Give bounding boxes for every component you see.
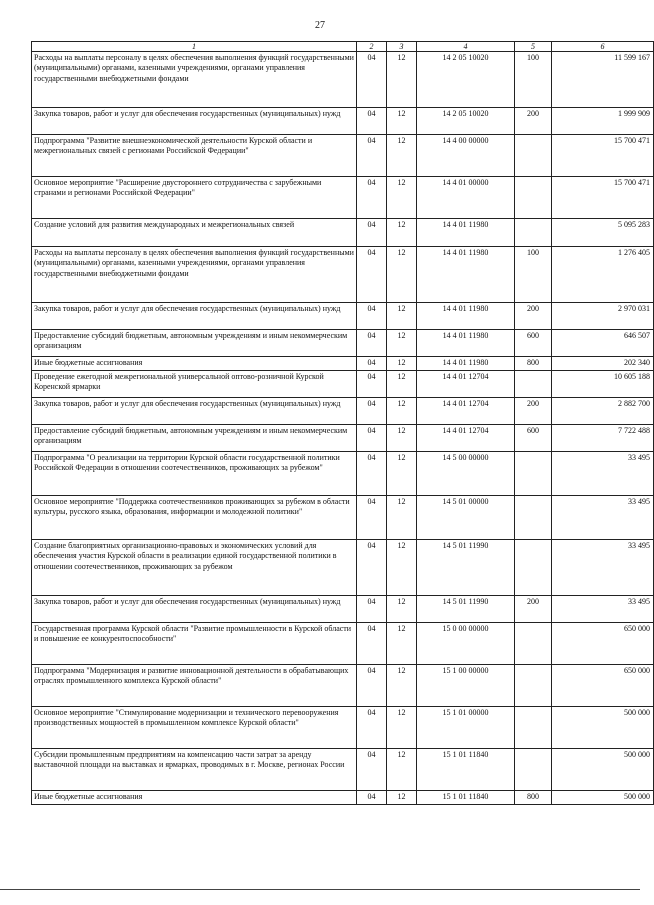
row-section: 04 <box>357 357 387 371</box>
row-subsection: 12 <box>387 177 417 219</box>
row-name: Закупка товаров, работ и услуг для обеспечения государственных (муниципальных) нужд <box>32 303 357 330</box>
row-subsection: 12 <box>387 247 417 303</box>
row-amount: 15 700 471 <box>552 135 654 177</box>
row-section: 04 <box>357 52 387 108</box>
table-row <box>32 135 654 177</box>
row-amount: 5 095 283 <box>552 219 654 247</box>
page-bottom-rule <box>0 889 640 890</box>
row-section: 04 <box>357 623 387 665</box>
row-section: 04 <box>357 398 387 425</box>
row-name: Субсидии промышленным предприятиям на компенсацию части затрат за аренду выставочной площади на выставках и ярмарках, проводимых в г. Москве, регионах России <box>32 749 357 791</box>
row-name: Основное мероприятие "Поддержка соотечественников проживающих за рубежом в области культуры, русского языка, образования, информации и молодежной политики" <box>32 496 357 540</box>
table-row <box>32 330 654 357</box>
row-amount: 33 495 <box>552 540 654 596</box>
row-name: Предоставление субсидий бюджетным, автономным учреждениям и иным некоммерческим организациям <box>32 330 357 357</box>
table-row <box>32 303 654 330</box>
row-subsection: 12 <box>387 791 417 805</box>
row-section: 04 <box>357 707 387 749</box>
table-row <box>32 452 654 496</box>
row-amount: 7 722 488 <box>552 425 654 452</box>
table-row <box>32 707 654 749</box>
row-expense-type <box>515 219 552 247</box>
row-name: Иные бюджетные ассигнования <box>32 791 357 805</box>
row-expense-type <box>515 707 552 749</box>
row-target-article: 15 1 00 00000 <box>417 665 515 707</box>
page-number: 27 <box>315 20 325 31</box>
row-section: 04 <box>357 749 387 791</box>
row-amount: 646 507 <box>552 330 654 357</box>
row-amount: 1 999 909 <box>552 108 654 135</box>
table-row <box>32 357 654 371</box>
row-amount: 650 000 <box>552 623 654 665</box>
row-target-article: 14 4 01 12704 <box>417 398 515 425</box>
row-amount: 33 495 <box>552 452 654 496</box>
header-col-subsection: 3 <box>387 42 417 52</box>
table-row <box>32 496 654 540</box>
row-section: 04 <box>357 665 387 707</box>
row-section: 04 <box>357 371 387 398</box>
row-subsection: 12 <box>387 330 417 357</box>
row-section: 04 <box>357 540 387 596</box>
row-amount: 33 495 <box>552 596 654 623</box>
row-target-article: 14 4 01 11980 <box>417 357 515 371</box>
row-section: 04 <box>357 177 387 219</box>
table-row <box>32 596 654 623</box>
row-expense-type: 200 <box>515 303 552 330</box>
row-subsection: 12 <box>387 452 417 496</box>
row-section: 04 <box>357 452 387 496</box>
row-subsection: 12 <box>387 707 417 749</box>
table-row <box>32 791 654 805</box>
row-target-article: 14 4 01 11980 <box>417 219 515 247</box>
row-amount: 1 276 405 <box>552 247 654 303</box>
row-subsection: 12 <box>387 623 417 665</box>
row-name: Проведение ежегодной межрегиональной универсальной оптово-розничной Курской Коренской ярмарки <box>32 371 357 398</box>
row-expense-type <box>515 496 552 540</box>
row-target-article: 14 4 01 00000 <box>417 177 515 219</box>
row-target-article: 14 4 01 12704 <box>417 425 515 452</box>
row-amount: 15 700 471 <box>552 177 654 219</box>
row-target-article: 15 1 01 11840 <box>417 791 515 805</box>
row-section: 04 <box>357 247 387 303</box>
table-row <box>32 398 654 425</box>
row-subsection: 12 <box>387 108 417 135</box>
row-amount: 2 970 031 <box>552 303 654 330</box>
row-subsection: 12 <box>387 596 417 623</box>
table-row <box>32 425 654 452</box>
row-expense-type: 100 <box>515 247 552 303</box>
row-amount: 2 882 700 <box>552 398 654 425</box>
row-subsection: 12 <box>387 425 417 452</box>
row-target-article: 14 4 01 11980 <box>417 330 515 357</box>
row-amount: 500 000 <box>552 791 654 805</box>
row-name: Создание благоприятных организационно-правовых и экономических условий для обеспечения участия Курской области в реализации единой государственной политики в отношении соотечественников, проживающих за рубежом <box>32 540 357 596</box>
row-subsection: 12 <box>387 665 417 707</box>
row-amount: 11 599 167 <box>552 52 654 108</box>
row-section: 04 <box>357 135 387 177</box>
row-subsection: 12 <box>387 357 417 371</box>
row-target-article: 14 5 01 00000 <box>417 496 515 540</box>
row-expense-type: 600 <box>515 330 552 357</box>
row-subsection: 12 <box>387 52 417 108</box>
row-amount: 33 495 <box>552 496 654 540</box>
row-expense-type <box>515 749 552 791</box>
row-subsection: 12 <box>387 371 417 398</box>
row-target-article: 15 0 00 00000 <box>417 623 515 665</box>
row-name: Основное мероприятие "Расширение двустороннего сотрудничества с зарубежными странами и регионами Российской Федерации" <box>32 177 357 219</box>
row-name: Закупка товаров, работ и услуг для обеспечения государственных (муниципальных) нужд <box>32 108 357 135</box>
row-amount: 202 340 <box>552 357 654 371</box>
row-target-article: 14 4 01 11980 <box>417 247 515 303</box>
row-target-article: 14 4 00 00000 <box>417 135 515 177</box>
row-name: Закупка товаров, работ и услуг для обеспечения государственных (муниципальных) нужд <box>32 596 357 623</box>
row-target-article: 14 2 05 10020 <box>417 108 515 135</box>
row-expense-type: 200 <box>515 398 552 425</box>
row-target-article: 14 2 05 10020 <box>417 52 515 108</box>
row-target-article: 15 1 01 00000 <box>417 707 515 749</box>
row-section: 04 <box>357 791 387 805</box>
row-subsection: 12 <box>387 219 417 247</box>
row-expense-type: 800 <box>515 791 552 805</box>
header-row <box>32 42 654 52</box>
row-name: Расходы на выплаты персоналу в целях обеспечения выполнения функций государственными (муниципальными) органами, казенными учреждениями, органами управления государственными внебюджетными фондами <box>32 247 357 303</box>
row-name: Расходы на выплаты персоналу в целях обеспечения выполнения функций государственными (муниципальными) органами, казенными учреждениями, органами управления государственными внебюджетными фондами <box>32 52 357 108</box>
row-subsection: 12 <box>387 398 417 425</box>
header-col-target-article: 4 <box>417 42 515 52</box>
row-section: 04 <box>357 303 387 330</box>
row-subsection: 12 <box>387 540 417 596</box>
row-section: 04 <box>357 330 387 357</box>
row-expense-type: 200 <box>515 108 552 135</box>
table-row <box>32 177 654 219</box>
row-section: 04 <box>357 108 387 135</box>
row-name: Подпрограмма "Развитие внешнеэкономической деятельности Курской области и межрегиональных связей с регионами Российской Федерации" <box>32 135 357 177</box>
row-section: 04 <box>357 596 387 623</box>
table-row <box>32 665 654 707</box>
row-expense-type <box>515 665 552 707</box>
row-name: Предоставление субсидий бюджетным, автономным учреждениям и иным некоммерческим организациям <box>32 425 357 452</box>
row-name: Закупка товаров, работ и услуг для обеспечения государственных (муниципальных) нужд <box>32 398 357 425</box>
table-header <box>32 42 654 52</box>
row-expense-type: 100 <box>515 52 552 108</box>
row-subsection: 12 <box>387 135 417 177</box>
header-col-name: 1 <box>32 42 357 52</box>
row-target-article: 14 5 01 11990 <box>417 596 515 623</box>
table-row <box>32 247 654 303</box>
table-row <box>32 540 654 596</box>
row-section: 04 <box>357 219 387 247</box>
row-amount: 650 000 <box>552 665 654 707</box>
table-row <box>32 52 654 108</box>
row-target-article: 15 1 01 11840 <box>417 749 515 791</box>
row-target-article: 14 5 00 00000 <box>417 452 515 496</box>
row-expense-type: 800 <box>515 357 552 371</box>
row-subsection: 12 <box>387 303 417 330</box>
row-name: Создание условий для развития международных и межрегиональных связей <box>32 219 357 247</box>
row-section: 04 <box>357 425 387 452</box>
row-expense-type <box>515 371 552 398</box>
budget-table <box>31 41 654 805</box>
header-col-section: 2 <box>357 42 387 52</box>
row-section: 04 <box>357 496 387 540</box>
table-row <box>32 219 654 247</box>
row-amount: 500 000 <box>552 707 654 749</box>
row-expense-type <box>515 177 552 219</box>
row-subsection: 12 <box>387 496 417 540</box>
row-name: Государственная программа Курской области "Развитие промышленности в Курской области и повышение ее конкурентоспособности" <box>32 623 357 665</box>
row-expense-type <box>515 540 552 596</box>
row-expense-type <box>515 623 552 665</box>
row-name: Иные бюджетные ассигнования <box>32 357 357 371</box>
table-row <box>32 371 654 398</box>
row-target-article: 14 5 01 11990 <box>417 540 515 596</box>
header-col-expense-type: 5 <box>515 42 552 52</box>
table-row <box>32 108 654 135</box>
row-name: Подпрограмма "Модернизация и развитие инновационной деятельности в обрабатывающих отраслях промышленного комплекса Курской области" <box>32 665 357 707</box>
row-name: Подпрограмма "О реализации на территории Курской области государственной политики Российской Федерации в отношении соотечественников, проживающих за рубежом" <box>32 452 357 496</box>
header-col-amount: 6 <box>552 42 654 52</box>
table-row <box>32 749 654 791</box>
row-expense-type <box>515 452 552 496</box>
table-body <box>32 52 654 805</box>
row-expense-type: 200 <box>515 596 552 623</box>
row-expense-type: 600 <box>515 425 552 452</box>
row-expense-type <box>515 135 552 177</box>
row-amount: 10 605 188 <box>552 371 654 398</box>
row-amount: 500 000 <box>552 749 654 791</box>
row-subsection: 12 <box>387 749 417 791</box>
row-name: Основное мероприятие "Стимулирование модернизации и технического перевооружения производственных мощностей в промышленном комплексе Курской области" <box>32 707 357 749</box>
table-row <box>32 623 654 665</box>
row-target-article: 14 4 01 11980 <box>417 303 515 330</box>
row-target-article: 14 4 01 12704 <box>417 371 515 398</box>
